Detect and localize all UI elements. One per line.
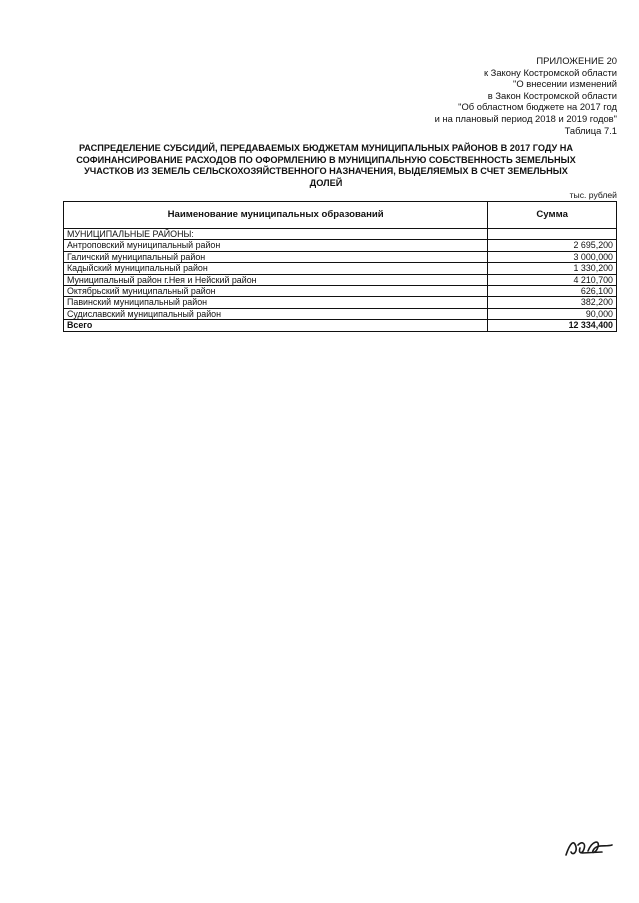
table-row xyxy=(64,286,617,297)
district-sum: 382,200 xyxy=(488,297,617,308)
document-title xyxy=(66,143,586,189)
column-header-sum: Сумма xyxy=(488,202,617,229)
table-row xyxy=(64,308,617,319)
section-sum-empty xyxy=(488,229,617,240)
section-row xyxy=(64,229,617,240)
district-sum: 90,000 xyxy=(488,308,617,319)
district-name: Муниципальный район г.Нея и Нейский район xyxy=(64,274,488,285)
title-line: ДОЛЕЙ xyxy=(309,177,343,188)
table-row xyxy=(64,274,617,285)
district-sum: 2 695,200 xyxy=(488,240,617,251)
header-line: к Закону Костромской области xyxy=(483,66,617,78)
total-sum: 12 334,400 xyxy=(488,320,617,331)
header-line: и на плановый период 2018 и 2019 годов" xyxy=(434,112,617,124)
district-sum: 4 210,700 xyxy=(488,274,617,285)
district-name: Антроповский муниципальный район xyxy=(64,240,488,251)
table-row xyxy=(64,263,617,274)
table-header-row xyxy=(64,202,617,229)
units-label: тыс. рублей xyxy=(569,190,617,200)
title-line: СОФИНАНСИРОВАНИЕ РАСХОДОВ ПО ОФОРМЛЕНИЮ В МУНИЦИПАЛЬНУЮ СОБСТВЕННОСТЬ ЗЕМЕЛЬНЫХ xyxy=(76,154,576,165)
header-line: ПРИЛОЖЕНИЕ 20 xyxy=(536,55,617,66)
column-header-name: Наименование муниципальных образований xyxy=(64,202,488,229)
district-name: Октябрьский муниципальный район xyxy=(64,286,488,297)
total-row xyxy=(64,320,617,331)
header-line: "О внесении изменений xyxy=(513,78,617,90)
handwritten-signature-icon xyxy=(560,833,620,863)
appendix-header xyxy=(435,55,617,136)
subsidy-table xyxy=(63,201,617,332)
title-line: УЧАСТКОВ ИЗ ЗЕМЕЛЬ СЕЛЬСКОХОЗЯЙСТВЕННОГО НАЗНАЧЕНИЯ, ВЫДЕЛЯЕМЫХ В СЧЕТ ЗЕМЕЛЬНЫХ xyxy=(84,166,568,176)
title-line: РАСПРЕДЕЛЕНИЕ СУБСИДИЙ, ПЕРЕДАВАЕМЫХ БЮДЖЕТАМ МУНИЦИПАЛЬНЫХ РАЙОНОВ В 2017 ГОДУ НА xyxy=(78,143,574,153)
section-label: МУНИЦИПАЛЬНЫЕ РАЙОНЫ: xyxy=(64,229,488,240)
header-line: "Об областном бюджете на 2017 год xyxy=(458,101,617,113)
header-line: в Закон Костромской области xyxy=(487,89,617,101)
district-sum: 1 330,200 xyxy=(488,263,617,274)
district-name: Павинский муниципальный район xyxy=(64,297,488,308)
table-row xyxy=(64,251,617,262)
district-name: Судиславский муниципальный район xyxy=(64,308,488,319)
table-number: Таблица 7.1 xyxy=(564,124,617,136)
district-sum: 626,100 xyxy=(488,286,617,297)
district-name: Кадыйский муниципальный район xyxy=(64,263,488,274)
total-label: Всего xyxy=(64,320,488,331)
district-sum: 3 000,000 xyxy=(488,251,617,262)
district-name: Галичский муниципальный район xyxy=(64,251,488,262)
table-row xyxy=(64,240,617,251)
table-row xyxy=(64,297,617,308)
